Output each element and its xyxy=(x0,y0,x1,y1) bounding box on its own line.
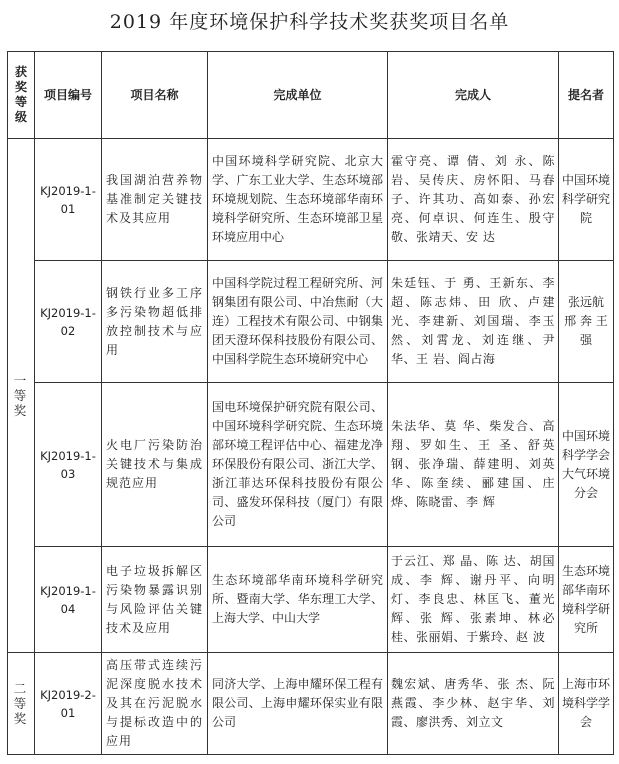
award-table xyxy=(7,51,614,755)
project-name: 钢铁行业多工序多污染物超低排放控制技术与应用 xyxy=(102,261,208,383)
header-level: 获奖等级 xyxy=(8,52,35,139)
nominator: 中国环境科学学会大气环境分会 xyxy=(559,383,614,547)
header-row xyxy=(8,52,614,139)
nominator: 张远航 邢 奔 王 强 xyxy=(559,261,614,383)
level-first-prize: 一等奖 xyxy=(8,139,35,653)
completion-people: 朱法华、莫 华、柴发合、高 翔、罗如生、王 圣、舒英钢、张净瑞、薛建明、刘英华、陈奎续、郦建国、庄 烨、陈晓雷、李 辉 xyxy=(388,383,559,547)
project-name: 电子垃圾拆解区污染物暴露识别与风险评估关键技术及应用 xyxy=(102,547,208,653)
project-name: 高压带式连续污泥深度脱水技术及其在污泥脱水与提标改造中的应用 xyxy=(102,653,208,755)
completion-unit: 中国科学院过程工程研究所、河钢集团有限公司、中冶焦耐（大连）工程技术有限公司、中钢集团天澄环保科技股份有限公司、中国科学院生态环境研究中心 xyxy=(208,261,388,383)
header-name: 项目名称 xyxy=(102,52,208,139)
header-nominator: 提名者 xyxy=(559,52,614,139)
header-unit: 完成单位 xyxy=(208,52,388,139)
page-title: 2019 年度环境保护科学技术奖获奖项目名单 xyxy=(109,11,510,33)
project-code: KJ2019-1-04 xyxy=(35,547,102,653)
table-row xyxy=(8,383,614,547)
nominator: 中国环境科学研究院 xyxy=(559,139,614,261)
completion-unit: 中国环境科学研究院、北京大学、广东工业大学、生态环境部环境规划院、生态环境部华南环境科学研究所、生态环境部卫星环境应用中心 xyxy=(208,139,388,261)
completion-unit: 生态环境部华南环境科学研究所、暨南大学、华东理工大学、上海大学、中山大学 xyxy=(208,547,388,653)
nominator: 生态环境部华南环境科学研究所 xyxy=(559,547,614,653)
completion-people: 朱廷钰、于 勇、王新东、李 超、陈志炜、田 欣、卢建光、李建新、刘国瑞、李玉然、刘霄龙、刘连继、尹 华、王 岩、阎占海 xyxy=(388,261,559,383)
completion-people: 魏宏斌、唐秀华、张 杰、阮燕霞、李少林、赵宇华、刘 霞、廖洪秀、刘立文 xyxy=(388,653,559,755)
level-second-prize: 二等奖 xyxy=(8,653,35,755)
table-row xyxy=(8,653,614,755)
completion-people: 霍守亮、谭 倩、刘 永、陈 岩、吴传庆、房怀阳、马春子、许其功、高如泰、孙宏亮、何卓识、何连生、殷守敬、张靖天、安 达 xyxy=(388,139,559,261)
completion-unit: 国电环境保护研究院有限公司、中国环境科学研究院、生态环境部环境工程评估中心、福建龙净环保股份有限公司、浙江大学、浙江菲达环保科技股份有限公司、盛发环保科技（厦门）有限公司 xyxy=(208,383,388,547)
completion-unit: 同济大学、上海申耀环保工程有限公司、上海申耀环保实业有限公司 xyxy=(208,653,388,755)
header-people: 完成人 xyxy=(388,52,559,139)
table-row xyxy=(8,261,614,383)
project-code: KJ2019-1-02 xyxy=(35,261,102,383)
project-code: KJ2019-1-03 xyxy=(35,383,102,547)
table-row xyxy=(8,547,614,653)
project-code: KJ2019-2-01 xyxy=(35,653,102,755)
header-code: 项目编号 xyxy=(35,52,102,139)
project-name: 我国湖泊营养物基准制定关键技术及其应用 xyxy=(102,139,208,261)
table-row xyxy=(8,139,614,261)
project-code: KJ2019-1-01 xyxy=(35,139,102,261)
completion-people: 于云江、郑 晶、陈 达、胡国成、李 辉、谢丹平、向明灯、李良忠、林匡飞、董光辉、张 辉、张素坤、林必桂、张丽娟、于紫玲、赵 波 xyxy=(388,547,559,653)
project-name: 火电厂污染防治关键技术与集成规范应用 xyxy=(102,383,208,547)
nominator: 上海市环境科学学会 xyxy=(559,653,614,755)
